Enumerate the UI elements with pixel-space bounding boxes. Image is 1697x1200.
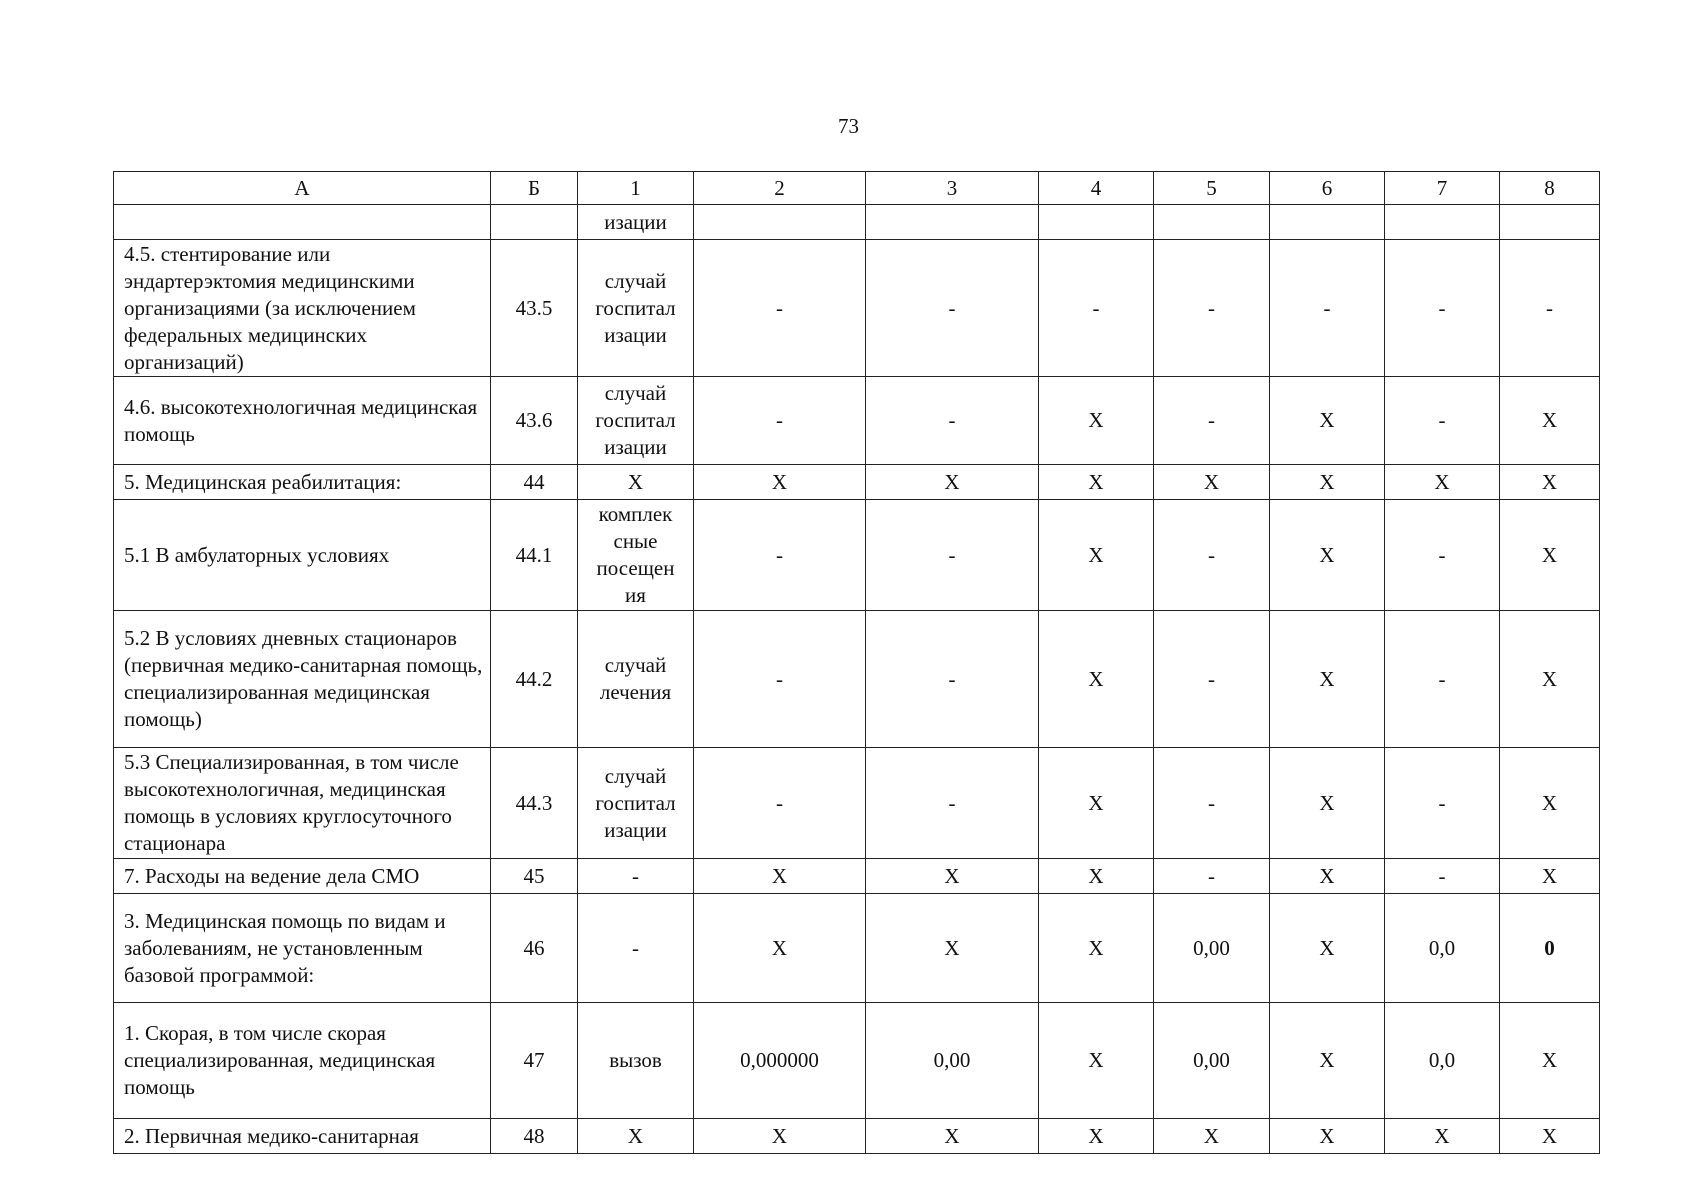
col-7-cell: 0,0	[1385, 1003, 1500, 1119]
col-a-cell: 1. Скорая, в том числе скорая специализированная, медицинская помощь	[114, 1003, 491, 1119]
col-a-cell: 5. Медицинская реабилитация:	[114, 465, 491, 500]
col-7-cell: X	[1385, 465, 1500, 500]
col-2-cell: -	[694, 748, 866, 859]
col-5-cell: -	[1154, 611, 1270, 748]
col-5-cell: 0,00	[1154, 894, 1270, 1003]
col-4-cell: X	[1039, 465, 1154, 500]
col-4-cell: -	[1039, 240, 1154, 377]
col-5-cell: -	[1154, 240, 1270, 377]
col-5-cell: 0,00	[1154, 1003, 1270, 1119]
col-5-cell	[1154, 205, 1270, 240]
header-cell: 2	[694, 172, 866, 205]
col-2-cell: -	[694, 240, 866, 377]
table-row	[114, 465, 1600, 500]
col-1-cell: случай госпитал изации	[578, 377, 694, 465]
col-3-cell: X	[866, 894, 1039, 1003]
col-b-cell: 43.5	[491, 240, 578, 377]
col-3-cell: X	[866, 859, 1039, 894]
col-6-cell: X	[1270, 465, 1385, 500]
col-1-cell: случай госпитал изации	[578, 748, 694, 859]
col-2-cell: X	[694, 859, 866, 894]
col-2-cell: 0,000000	[694, 1003, 866, 1119]
col-6-cell: X	[1270, 500, 1385, 611]
table-row	[114, 240, 1600, 377]
col-a-cell	[114, 205, 491, 240]
col-3-cell	[866, 205, 1039, 240]
col-1-cell: вызов	[578, 1003, 694, 1119]
col-4-cell: X	[1039, 859, 1154, 894]
table-row	[114, 377, 1600, 465]
table-row	[114, 500, 1600, 611]
header-row	[114, 172, 1600, 205]
col-6-cell: X	[1270, 859, 1385, 894]
col-5-cell: -	[1154, 500, 1270, 611]
header-cell: 3	[866, 172, 1039, 205]
col-b-cell: 44.1	[491, 500, 578, 611]
col-2-cell	[694, 205, 866, 240]
col-1-cell: -	[578, 894, 694, 1003]
col-3-cell: 0,00	[866, 1003, 1039, 1119]
col-7-cell: X	[1385, 1119, 1500, 1154]
col-7-cell: -	[1385, 611, 1500, 748]
col-b-cell: 44.2	[491, 611, 578, 748]
table-row	[114, 611, 1600, 748]
table-row	[114, 894, 1600, 1003]
header-cell: А	[114, 172, 491, 205]
col-b-cell	[491, 205, 578, 240]
col-a-cell: 2. Первичная медико-санитарная	[114, 1119, 491, 1154]
table-row	[114, 859, 1600, 894]
header-cell: 4	[1039, 172, 1154, 205]
col-7-cell: -	[1385, 240, 1500, 377]
col-a-cell: 3. Медицинская помощь по видам и заболеваниям, не установленным базовой программой:	[114, 894, 491, 1003]
col-b-cell: 46	[491, 894, 578, 1003]
col-1-cell: случай лечения	[578, 611, 694, 748]
col-1-cell: комплек сные посещен ия	[578, 500, 694, 611]
header-cell: 1	[578, 172, 694, 205]
col-4-cell: X	[1039, 1119, 1154, 1154]
col-5-cell: X	[1154, 1119, 1270, 1154]
col-3-cell: X	[866, 1119, 1039, 1154]
col-7-cell: -	[1385, 748, 1500, 859]
col-2-cell: -	[694, 377, 866, 465]
col-a-cell: 5.2 В условиях дневных стационаров (первичная медико-санитарная помощь, специализированная медицинская помощь)	[114, 611, 491, 748]
col-1-cell: X	[578, 1119, 694, 1154]
col-8-cell: X	[1500, 748, 1600, 859]
page-number: 73	[838, 114, 859, 138]
col-3-cell: -	[866, 611, 1039, 748]
col-b-cell: 43.6	[491, 377, 578, 465]
col-5-cell: X	[1154, 465, 1270, 500]
col-6-cell: -	[1270, 240, 1385, 377]
col-4-cell: X	[1039, 611, 1154, 748]
col-b-cell: 47	[491, 1003, 578, 1119]
col-4-cell: X	[1039, 894, 1154, 1003]
col-2-cell: X	[694, 465, 866, 500]
col-7-cell: -	[1385, 859, 1500, 894]
col-8-cell	[1500, 205, 1600, 240]
table-row	[114, 205, 1600, 240]
col-7-cell	[1385, 205, 1500, 240]
col-a-cell: 7. Расходы на ведение дела СМО	[114, 859, 491, 894]
header-cell: 6	[1270, 172, 1385, 205]
col-6-cell	[1270, 205, 1385, 240]
col-2-cell: -	[694, 500, 866, 611]
col-1-cell: изации	[578, 205, 694, 240]
col-4-cell: X	[1039, 748, 1154, 859]
col-4-cell: X	[1039, 1003, 1154, 1119]
col-8-cell: X	[1500, 377, 1600, 465]
col-7-cell: -	[1385, 377, 1500, 465]
col-a-cell: 4.6. высокотехнологичная медицинская помощь	[114, 377, 491, 465]
col-8-cell: X	[1500, 611, 1600, 748]
col-8-cell: X	[1500, 465, 1600, 500]
col-2-cell: -	[694, 611, 866, 748]
col-2-cell: X	[694, 1119, 866, 1154]
col-6-cell: X	[1270, 1003, 1385, 1119]
table-row	[114, 1119, 1600, 1154]
table-row	[114, 1003, 1600, 1119]
header-cell: 7	[1385, 172, 1500, 205]
col-8-cell: X	[1500, 1119, 1600, 1154]
col-3-cell: -	[866, 240, 1039, 377]
col-2-cell: X	[694, 894, 866, 1003]
header-cell: 8	[1500, 172, 1600, 205]
col-1-cell: X	[578, 465, 694, 500]
col-1-cell: случай госпитал изации	[578, 240, 694, 377]
col-5-cell: -	[1154, 748, 1270, 859]
col-4-cell	[1039, 205, 1154, 240]
col-8-cell: 0	[1500, 894, 1600, 1003]
col-5-cell: -	[1154, 377, 1270, 465]
col-1-cell: -	[578, 859, 694, 894]
col-5-cell: -	[1154, 859, 1270, 894]
col-a-cell: 5.3 Специализированная, в том числе высокотехнологичная, медицинская помощь в условиях круглосуточного стационара	[114, 748, 491, 859]
col-3-cell: X	[866, 465, 1039, 500]
col-a-cell: 5.1 В амбулаторных условиях	[114, 500, 491, 611]
table-row	[114, 748, 1600, 859]
col-7-cell: 0,0	[1385, 894, 1500, 1003]
col-b-cell: 45	[491, 859, 578, 894]
col-b-cell: 48	[491, 1119, 578, 1154]
header-cell: Б	[491, 172, 578, 205]
col-8-cell: X	[1500, 1003, 1600, 1119]
col-6-cell: X	[1270, 1119, 1385, 1154]
col-7-cell: -	[1385, 500, 1500, 611]
col-4-cell: X	[1039, 500, 1154, 611]
col-6-cell: X	[1270, 611, 1385, 748]
col-8-cell: X	[1500, 859, 1600, 894]
col-8-cell: -	[1500, 240, 1600, 377]
col-6-cell: X	[1270, 894, 1385, 1003]
header-cell: 5	[1154, 172, 1270, 205]
col-6-cell: X	[1270, 377, 1385, 465]
col-b-cell: 44	[491, 465, 578, 500]
col-b-cell: 44.3	[491, 748, 578, 859]
col-a-cell: 4.5. стентирование или эндартерэктомия медицинскими организациями (за исключением федеральных медицинских организаций)	[114, 240, 491, 377]
col-3-cell: -	[866, 748, 1039, 859]
data-table	[113, 171, 1600, 1154]
col-3-cell: -	[866, 377, 1039, 465]
col-4-cell: X	[1039, 377, 1154, 465]
col-3-cell: -	[866, 500, 1039, 611]
col-6-cell: X	[1270, 748, 1385, 859]
col-8-cell: X	[1500, 500, 1600, 611]
